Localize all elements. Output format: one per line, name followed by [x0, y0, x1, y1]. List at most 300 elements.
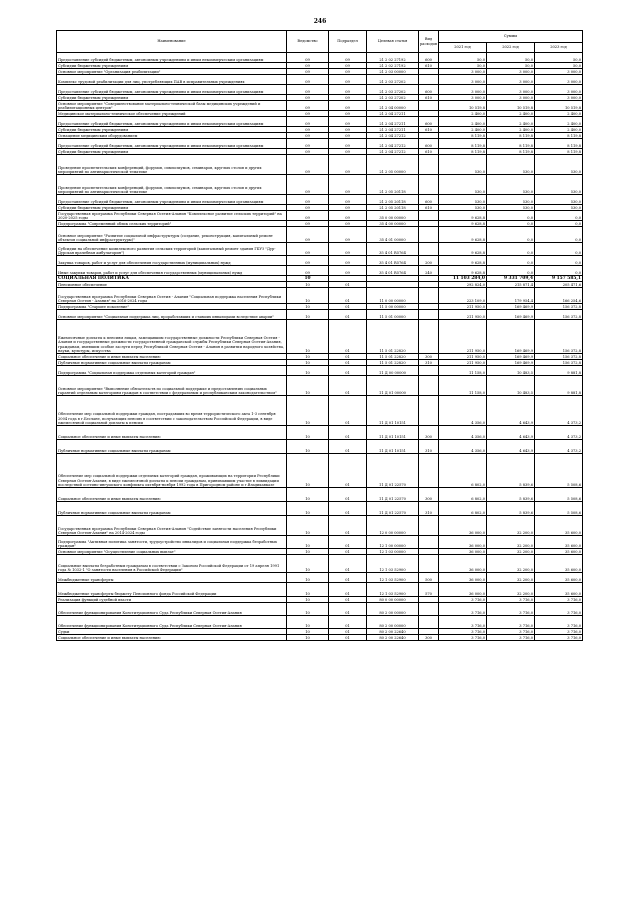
table-row — [57, 117, 583, 127]
row-section: 01 — [329, 603, 367, 616]
table-row — [57, 256, 583, 266]
row-section: 09 — [329, 266, 367, 276]
row-target: 35 4 01 R5764 — [367, 266, 419, 276]
row-target: 11 Д 01 10151 — [367, 426, 419, 440]
row-expense-type — [419, 536, 439, 549]
row-name: Медицинское материально-техническое обеспечение учреждений — [57, 111, 287, 117]
row-sum-2021: 3 000,0 — [439, 85, 487, 95]
row-section: 09 — [329, 69, 367, 75]
row-sum-2022: 32 200,0 — [487, 536, 535, 549]
row-sum-2022: 32 200,0 — [487, 555, 535, 573]
row-name: Социальное обеспечение и иные выплаты населению — [57, 635, 287, 641]
row-name: Субсидии на обеспечение комплексного развития сельских территорий (капитальный ремонт здания ГБУЗ "Дур-Дурская врачебная амбулатория") — [57, 243, 287, 256]
row-expense-type — [419, 603, 439, 616]
row-sum-2021: 3 716,0 — [439, 635, 487, 641]
row-sum-2023: 8 119,8 — [535, 133, 583, 139]
row-section: 01 — [329, 426, 367, 440]
row-name: Основное мероприятие "Развитие социальной инфраструктуры (создание, реконструкция, капитальный ремонт объектов социальной инфраструктуры)" — [57, 227, 287, 243]
row-target: 21 2 02 27192 — [367, 63, 419, 69]
row-target: 12 1 03 52900 — [367, 583, 419, 597]
row-name: Социальное обеспечение и иные выплаты населению — [57, 426, 287, 440]
row-section: 01 — [329, 454, 367, 488]
row-sum-2022: 215 871,4 — [487, 282, 535, 288]
row-section: 01 — [329, 536, 367, 549]
row-sum-2023: 2 400,0 — [535, 117, 583, 127]
row-expense-type: 610 — [419, 95, 439, 101]
row-sum-2023: 205 471,6 — [535, 282, 583, 288]
row-expense-type — [419, 555, 439, 573]
row-sum-2021: 2 400,0 — [439, 127, 487, 133]
row-target: 21 2 05 20118 — [367, 195, 419, 205]
row-ministry: 10 — [287, 454, 329, 488]
row-section: 09 — [329, 243, 367, 256]
row-sum-2022: 32 200,0 — [487, 573, 535, 583]
row-sum-2022: 3 716,0 — [487, 616, 535, 629]
header-year-2021: 2021 год — [439, 43, 487, 53]
table-row — [57, 85, 583, 95]
row-section: 09 — [329, 205, 367, 211]
row-name: Государственная программа Республики Северная Осетия-Алания "Комплексное развитие сельских территорий" на 2020-2025 годы — [57, 211, 287, 221]
row-ministry: 09 — [287, 69, 329, 75]
row-sum-2023: 156 372,8 — [535, 360, 583, 366]
row-name: Предоставление субсидий бюджетным, автономным учреждениям и иным некоммерческим организациям — [57, 117, 287, 127]
row-expense-type — [419, 616, 439, 629]
row-target: 21 2 04 00000 — [367, 101, 419, 111]
table-row — [57, 155, 583, 175]
row-sum-2022: 5 839,6 — [487, 488, 535, 502]
row-ministry: 10 — [287, 488, 329, 502]
row-expense-type: 310 — [419, 360, 439, 366]
row-name: Основное мероприятие "Организация реабилитации" — [57, 69, 287, 75]
row-sum-2022: 0,0 — [487, 221, 535, 227]
row-name: Подпрограмма "Современный облик сельских территорий" — [57, 221, 287, 227]
row-name: Предоставление субсидий бюджетным, автономным учреждениям и иным некоммерческим организациям — [57, 85, 287, 95]
row-expense-type: 300 — [419, 426, 439, 440]
row-name: Подпрограмма "Активная политика занятости, трудоустройство инвалидов и социальная поддержка безработных граждан" — [57, 536, 287, 549]
header-year-2022: 2022 год — [487, 43, 535, 53]
row-target: 11 Д 00 00000 — [367, 366, 419, 376]
row-section: 01 — [329, 288, 367, 304]
row-name: Субсидии бюджетным учреждениям — [57, 149, 287, 155]
row-name: Обеспечение функционирования Конституционного Суда Республики Северная Осетия-Алания — [57, 616, 287, 629]
row-target: 12 1 03 52900 — [367, 555, 419, 573]
row-sum-2023: 3 716,0 — [535, 597, 583, 603]
row-section: 09 — [329, 95, 367, 101]
row-sum-2021: 4 356,0 — [439, 440, 487, 454]
row-sum-2021: 4 356,0 — [439, 396, 487, 426]
row-expense-type — [419, 396, 439, 426]
row-name: СОЦИАЛЬНАЯ ПОЛИТИКА — [57, 276, 287, 282]
row-ministry: 10 — [287, 288, 329, 304]
row-sum-2023: 4 373,2 — [535, 440, 583, 454]
row-ministry: 09 — [287, 266, 329, 276]
row-sum-2021: 530,0 — [439, 195, 487, 205]
row-sum-2022: 10 483,5 — [487, 366, 535, 376]
row-ministry: 09 — [287, 211, 329, 221]
row-sum-2021: 11 103 284,0 — [439, 276, 487, 282]
row-expense-type: 610 — [419, 63, 439, 69]
row-target: 12 1 03 52900 — [367, 573, 419, 583]
row-sum-2023: 3 716,0 — [535, 603, 583, 616]
row-sum-2022: 2 400,0 — [487, 111, 535, 117]
row-ministry: 10 — [287, 320, 329, 354]
row-sum-2022: 50,0 — [487, 53, 535, 63]
row-target: 21 2 04 27212 — [367, 139, 419, 149]
row-section: 01 — [329, 516, 367, 536]
row-sum-2021: 223 109,0 — [439, 288, 487, 304]
row-target: 11 Д 01 10151 — [367, 440, 419, 454]
row-sum-2022: 3 716,0 — [487, 597, 535, 603]
row-sum-2023: 3 000,0 — [535, 75, 583, 85]
row-section: 09 — [329, 85, 367, 95]
header-expense-type: Вид расходов — [419, 31, 439, 53]
row-ministry: 09 — [287, 63, 329, 69]
row-sum-2021: 211 950,0 — [439, 310, 487, 320]
row-section: 01 — [329, 549, 367, 555]
table-row — [57, 516, 583, 536]
table-row — [57, 555, 583, 573]
row-sum-2022: 169 469,9 — [487, 304, 535, 310]
row-expense-type — [419, 376, 439, 396]
row-sum-2022: 2 400,0 — [487, 117, 535, 127]
table-row — [57, 616, 583, 629]
table-row — [57, 288, 583, 304]
row-target: 21 2 03 27202 — [367, 75, 419, 85]
table-row — [57, 376, 583, 396]
row-sum-2023: 35 600,0 — [535, 555, 583, 573]
row-target: 11 5 01 22820 — [367, 360, 419, 366]
row-sum-2021: 292 824,0 — [439, 282, 487, 288]
row-target: 11 5 00 00000 — [367, 304, 419, 310]
row-name: Ежемесячные доплаты к пенсиям лицам, замещавшим государственные должности Республики Северная Осетия - Алания и государственные должности государственной гражданской службы Республики Северная Осетия-Алания, гражданам, имевшим особые заслуги перед Республикой Северная Осетия - Алания в развитии народного хозяйства, науки, культуры, искусства — [57, 320, 287, 354]
row-ministry: 10 — [287, 282, 329, 288]
row-sum-2023: 0,0 — [535, 256, 583, 266]
row-sum-2023: 9 881,8 — [535, 366, 583, 376]
row-sum-2022: 3 000,0 — [487, 85, 535, 95]
table-row — [57, 75, 583, 85]
row-sum-2021: 3 000,0 — [439, 95, 487, 101]
row-ministry: 09 — [287, 127, 329, 133]
row-target: 11 Д 01 22570 — [367, 488, 419, 502]
header-year-2023: 2023 год — [535, 43, 583, 53]
row-sum-2022: 3 716,0 — [487, 603, 535, 616]
row-sum-2021: 530,0 — [439, 155, 487, 175]
row-sum-2022: 32 200,0 — [487, 583, 535, 597]
row-section: 09 — [329, 133, 367, 139]
row-target: 21 2 04 27211 — [367, 127, 419, 133]
row-sum-2021: 6 802,0 — [439, 454, 487, 488]
row-name: Основное мероприятие "Выполнение обязательств по социальной поддержке и предоставлению социальных гарантий отдельным категориям граждан в соответствии с федеральным и республиканским законодательством" — [57, 376, 287, 396]
row-name: Государственная программа Республики Северная Осетия - Алания "Социальная поддержка населения Республики Северная Осетия - Алания" на 2016-2024 годы — [57, 288, 287, 304]
row-target: 11 5 01 22820 — [367, 354, 419, 360]
row-name: Судьи — [57, 629, 287, 635]
table-row — [57, 488, 583, 502]
row-expense-type: 610 — [419, 205, 439, 211]
row-name: Иные закупки товаров, работ и услуг для обеспечения государственных (муниципальных) нужд — [57, 266, 287, 276]
row-expense-type: 310 — [419, 440, 439, 454]
row-name: Проведение просветительских конференций, форумов, симпозиумов, семинаров, круглых столов и других мероприятий по антинаркотической тематике — [57, 175, 287, 195]
row-sum-2022: 32 200,0 — [487, 549, 535, 555]
row-target: 21 2 03 27202 — [367, 95, 419, 101]
row-sum-2023: 4 373,2 — [535, 426, 583, 440]
row-sum-2021: 3 000,0 — [439, 69, 487, 75]
row-name: Социальное обеспечение и иные выплаты населению — [57, 354, 287, 360]
row-name: Государственная программа Республики Северная Осетия-Алания "Содействие занятости населения Республики Северная Осетия-Алания" на 2014-2024 годы — [57, 516, 287, 536]
row-sum-2021: 36 000,0 — [439, 536, 487, 549]
row-sum-2021: 211 950,0 — [439, 304, 487, 310]
row-ministry: 10 — [287, 573, 329, 583]
row-name: Предоставление субсидий бюджетным, автономным учреждениям и иным некоммерческим организациям — [57, 53, 287, 63]
table-row — [57, 426, 583, 440]
row-name: Подпрограмма "Социальная поддержка отдельных категорий граждан" — [57, 366, 287, 376]
row-target: 21 2 05 20118 — [367, 205, 419, 211]
row-target: 11 Д 01 10151 — [367, 396, 419, 426]
table-row — [57, 53, 583, 63]
row-name: Социальные выплаты безработным гражданам в соответствии с Законом Российской Федерации от 19 апреля 1991 года № 1032-1 "О занятости населения в Российской Федерации" — [57, 555, 287, 573]
row-ministry: 09 — [287, 221, 329, 227]
row-name: Оснащение медицинским оборудованием — [57, 133, 287, 139]
row-expense-type — [419, 516, 439, 536]
row-sum-2021: 9 628,8 — [439, 243, 487, 256]
row-name: Проведение просветительских конференций, форумов, симпозиумов, семинаров, круглых столов и других мероприятий по антинаркотической тематике — [57, 155, 287, 175]
row-name: Межбюджетные трансферты бюджету Пенсионного фонда Российской Федерации — [57, 583, 287, 597]
row-sum-2021: 8 119,8 — [439, 139, 487, 149]
row-expense-type — [419, 366, 439, 376]
row-section: 01 — [329, 616, 367, 629]
row-target: 21 2 05 00000 — [367, 155, 419, 175]
row-target: 80 2 00 22640 — [367, 629, 419, 635]
row-expense-type: 610 — [419, 149, 439, 155]
row-sum-2021: 211 950,0 — [439, 320, 487, 354]
table-row — [57, 454, 583, 488]
row-ministry: 09 — [287, 227, 329, 243]
row-sum-2023: 5 508,6 — [535, 488, 583, 502]
row-name: Обеспечение функционирования Конституционного Суда Республики Северная Осетия-Алания — [57, 603, 287, 616]
table-row — [57, 227, 583, 243]
row-ministry: 10 — [287, 516, 329, 536]
row-name: Основное мероприятие "Совершенствование материально-технической базы медицинских учреждений и реабилитационных центров" — [57, 101, 287, 111]
row-sum-2021: 211 950,0 — [439, 354, 487, 360]
row-ministry: 09 — [287, 75, 329, 85]
row-section: 09 — [329, 221, 367, 227]
row-section: 01 — [329, 310, 367, 320]
row-sum-2023: 0,0 — [535, 211, 583, 221]
row-sum-2022: 32 200,0 — [487, 516, 535, 536]
table-row — [57, 175, 583, 195]
row-sum-2022: 5 839,6 — [487, 502, 535, 516]
row-sum-2022: 3 000,0 — [487, 69, 535, 75]
row-name: Обеспечение мер социальной поддержки граждан, пострадавших во время террористического акта 1-3 сентября 2004 года в г.Беслане, получающих пенсию в соответствии с законодательством Российской Федерации, в виде ежемесячной социальной доплаты к пенсии — [57, 396, 287, 426]
row-ministry: 09 — [287, 85, 329, 95]
row-section: 09 — [329, 149, 367, 155]
row-expense-type — [419, 320, 439, 354]
row-target: 12 1 03 00000 — [367, 549, 419, 555]
row-ministry: 10 — [287, 549, 329, 555]
row-name: Предоставление субсидий бюджетным, автономным учреждениям и иным некоммерческим организациям — [57, 139, 287, 149]
row-section: 09 — [329, 101, 367, 111]
row-sum-2021: 36 000,0 — [439, 549, 487, 555]
row-sum-2021: 8 119,8 — [439, 133, 487, 139]
row-expense-type: 600 — [419, 53, 439, 63]
row-name: Реализация функций судебной власти — [57, 597, 287, 603]
row-target: 35 4 01 00000 — [367, 227, 419, 243]
row-section: 01 — [329, 583, 367, 597]
row-sum-2022: 0,0 — [487, 266, 535, 276]
header-ministry: Ведомство — [287, 31, 329, 53]
row-sum-2023: 530,0 — [535, 195, 583, 205]
row-section: 09 — [329, 127, 367, 133]
row-sum-2021: 4 356,0 — [439, 426, 487, 440]
row-sum-2023: 35 600,0 — [535, 536, 583, 549]
row-sum-2022: 0,0 — [487, 256, 535, 266]
row-target: 21 2 03 27202 — [367, 85, 419, 95]
row-name: Комплекс трудовой реабилитации для лиц, употребляющих ПАВ в исправительных учреждениях — [57, 75, 287, 85]
row-target: 21 2 04 27212 — [367, 133, 419, 139]
row-sum-2022: 2 400,0 — [487, 127, 535, 133]
row-target: 11 0 00 00000 — [367, 288, 419, 304]
row-name: Межбюджетные трансферты — [57, 573, 287, 583]
row-ministry: 10 — [287, 310, 329, 320]
row-target: 11 Д 01 00000 — [367, 376, 419, 396]
row-sum-2022: 0,0 — [487, 243, 535, 256]
row-sum-2021: 10 519,8 — [439, 101, 487, 111]
row-ministry: 09 — [287, 149, 329, 155]
row-sum-2023: 530,0 — [535, 155, 583, 175]
budget-table — [56, 30, 583, 641]
row-sum-2021: 50,0 — [439, 63, 487, 69]
row-target: 12 0 00 00000 — [367, 516, 419, 536]
row-name: Публичные нормативные социальные выплаты гражданам — [57, 440, 287, 454]
row-sum-2023: 530,0 — [535, 205, 583, 211]
row-expense-type — [419, 243, 439, 256]
row-sum-2023: 35 600,0 — [535, 549, 583, 555]
row-sum-2023: 0,0 — [535, 221, 583, 227]
row-sum-2023: 3 000,0 — [535, 95, 583, 101]
row-ministry: 10 — [287, 629, 329, 635]
row-name: Предоставление субсидий бюджетным, автономным учреждениям и иным некоммерческим организациям — [57, 195, 287, 205]
row-sum-2021: 6 802,0 — [439, 488, 487, 502]
row-sum-2023: 3 716,0 — [535, 635, 583, 641]
header-name: Наименование — [57, 31, 287, 53]
row-target: 11 5 01 22820 — [367, 320, 419, 354]
row-sum-2022: 169 469,9 — [487, 310, 535, 320]
row-sum-2022: 4 643,9 — [487, 426, 535, 440]
row-target: 21 2 04 27211 — [367, 117, 419, 127]
row-target: 11 Д 01 22570 — [367, 454, 419, 488]
row-sum-2021: 50,0 — [439, 53, 487, 63]
row-sum-2022: 530,0 — [487, 205, 535, 211]
row-ministry: 10 — [287, 555, 329, 573]
row-ministry: 09 — [287, 205, 329, 211]
row-expense-type — [419, 75, 439, 85]
row-ministry: 10 — [287, 440, 329, 454]
table-row — [57, 440, 583, 454]
row-expense-type: 570 — [419, 583, 439, 597]
row-sum-2021: 9 628,8 — [439, 227, 487, 243]
row-sum-2022: 10 483,5 — [487, 376, 535, 396]
row-sum-2023: 35 600,0 — [535, 583, 583, 597]
table-row — [57, 396, 583, 426]
row-sum-2021: 530,0 — [439, 175, 487, 195]
row-expense-type: 300 — [419, 354, 439, 360]
row-section: 09 — [329, 155, 367, 175]
row-ministry: 09 — [287, 111, 329, 117]
row-name: Основное мероприятие "Социальная поддержка лиц, проработавших и ставших инвалидами вследствие аварии" — [57, 310, 287, 320]
row-sum-2023: 156 372,8 — [535, 310, 583, 320]
table-row — [57, 101, 583, 111]
row-sum-2021: 36 000,0 — [439, 516, 487, 536]
row-target: 35 4 00 00000 — [367, 221, 419, 227]
row-section: 01 — [329, 282, 367, 288]
row-sum-2021: 9 628,8 — [439, 211, 487, 221]
row-target: 21 2 02 27192 — [367, 53, 419, 63]
row-sum-2022: 50,0 — [487, 63, 535, 69]
row-name: Публичные нормативные социальные выплаты гражданам — [57, 502, 287, 516]
table-row — [57, 195, 583, 205]
row-ministry: 09 — [287, 139, 329, 149]
row-ministry: 10 — [287, 597, 329, 603]
row-ministry: 10 — [287, 603, 329, 616]
row-sum-2021: 8 119,8 — [439, 149, 487, 155]
row-expense-type: 600 — [419, 195, 439, 205]
table-row — [57, 603, 583, 616]
row-sum-2022: 3 716,0 — [487, 629, 535, 635]
row-ministry: 09 — [287, 133, 329, 139]
row-ministry: 09 — [287, 175, 329, 195]
row-sum-2023: 10 519,8 — [535, 101, 583, 111]
row-target: 11 Д 01 22570 — [367, 502, 419, 516]
table-header — [57, 31, 583, 53]
row-ministry: 10 — [287, 376, 329, 396]
row-sum-2023: 3 716,0 — [535, 616, 583, 629]
row-expense-type — [419, 155, 439, 175]
row-sum-2022: 169 469,9 — [487, 320, 535, 354]
row-sum-2021: 530,0 — [439, 205, 487, 211]
row-section: 01 — [329, 555, 367, 573]
row-sum-2022: 530,0 — [487, 195, 535, 205]
row-sum-2023: 0,0 — [535, 227, 583, 243]
row-ministry: 09 — [287, 195, 329, 205]
row-target: 21 2 05 20118 — [367, 175, 419, 195]
row-name: Субсидии бюджетным учреждениям — [57, 205, 287, 211]
row-ministry: 10 — [287, 366, 329, 376]
row-sum-2022: 3 716,0 — [487, 635, 535, 641]
row-section: 09 — [329, 53, 367, 63]
row-section: 01 — [329, 502, 367, 516]
row-ministry: 10 — [287, 536, 329, 549]
page-number: 246 — [313, 18, 327, 25]
row-sum-2022: 179 954,4 — [487, 288, 535, 304]
row-target: 21 2 03 00000 — [367, 69, 419, 75]
row-section: 09 — [329, 111, 367, 117]
row-sum-2023: 9 157 585,1 — [535, 276, 583, 282]
row-expense-type: 240 — [419, 266, 439, 276]
row-sum-2023: 0,0 — [535, 243, 583, 256]
table-row — [57, 635, 583, 641]
row-sum-2021: 11 158,0 — [439, 366, 487, 376]
row-target: 80 2 00 00000 — [367, 603, 419, 616]
row-sum-2021: 6 802,0 — [439, 502, 487, 516]
row-name: Подпрограмма "Старшее поколение" — [57, 304, 287, 310]
row-sum-2023: 9 881,8 — [535, 376, 583, 396]
row-sum-2023: 530,0 — [535, 175, 583, 195]
row-expense-type — [419, 454, 439, 488]
row-sum-2022: 5 839,6 — [487, 454, 535, 488]
row-section: 01 — [329, 396, 367, 426]
row-sum-2021: 36 000,0 — [439, 583, 487, 597]
row-sum-2023: 156 372,8 — [535, 320, 583, 354]
header-sums: Суммы — [439, 31, 583, 43]
